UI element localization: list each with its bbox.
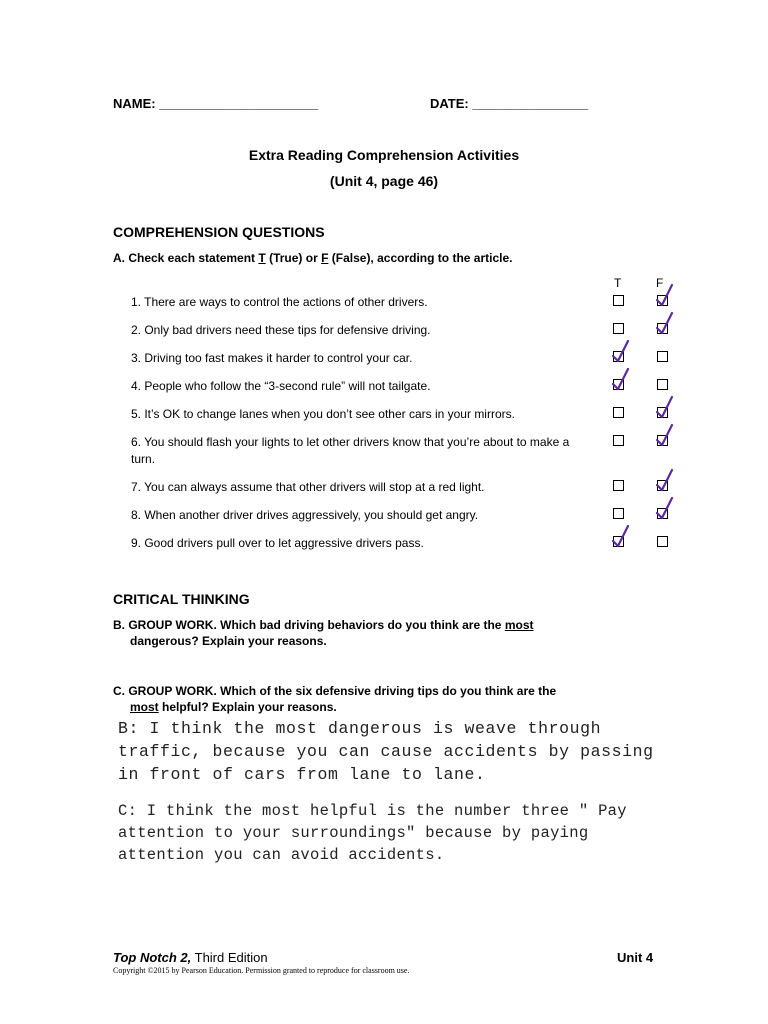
checkbox-false-9[interactable] (657, 536, 668, 547)
checkbox-true-6[interactable] (613, 435, 624, 446)
statement-6: 6. You should flash your lights to let other drivers know that you’re about to make a turn. (131, 435, 570, 466)
instruction-text: A. Check each statement (113, 251, 259, 265)
column-false-header: F (656, 276, 664, 290)
checkbox-false-3[interactable] (657, 351, 668, 362)
check-mark-icon (655, 395, 675, 421)
copyright-notice: Copyright ©2015 by Pearson Education. Permission granted to reproduce for classroom use. (113, 966, 410, 975)
book-edition: Third Edition (191, 950, 268, 965)
statement-5: 5. It’s OK to change lanes when you don’t see other cars in your mirrors. (131, 407, 515, 421)
page-title: Extra Reading Comprehension Activities (248, 147, 520, 163)
statement-9: 9. Good drivers pull over to let aggressive drivers pass. (131, 536, 424, 550)
instruction-text: (True) or (265, 251, 322, 265)
checkbox-true-2[interactable] (613, 323, 624, 334)
instruction-false-letter: F (321, 251, 329, 265)
checkbox-true-7[interactable] (613, 480, 624, 491)
check-mark-icon (655, 311, 675, 337)
statement-8: 8. When another driver drives aggressively, you should get angry. (131, 508, 479, 522)
question-c-emphasis: most (130, 700, 159, 714)
check-mark-icon (655, 496, 675, 522)
page-subtitle: (Unit 4, page 46) (329, 173, 439, 189)
check-mark-icon (655, 283, 675, 309)
check-mark-icon (611, 367, 631, 393)
statement-4: 4. People who follow the “3-second rule” will not tailgate. (131, 379, 431, 393)
checkbox-false-4[interactable] (657, 379, 668, 390)
check-mark-icon (655, 423, 675, 449)
statement-7: 7. You can always assume that other drivers will stop at a red light. (131, 480, 485, 494)
instruction-true-letter: T (258, 251, 266, 265)
footer-unit: Unit 4 (617, 950, 654, 965)
column-true-header: T (614, 276, 622, 290)
question-c-text: C. GROUP WORK. Which of the six defensive driving tips do you think are the (113, 684, 557, 698)
question-c-text: helpful? Explain your reasons. (158, 700, 337, 714)
statement-3: 3. Driving too fast makes it harder to control your car. (131, 351, 413, 365)
question-b (113, 617, 593, 649)
instruction-text: (False), according to the article. (328, 251, 513, 265)
answer-b: B: I think the most dangerous is weave through traffic, because you can cause accidents by passing in front of cars from lane to lane. (118, 719, 654, 784)
question-b-text: dangerous? Explain your reasons. (130, 634, 327, 648)
checkbox-true-8[interactable] (613, 508, 624, 519)
statement-2: 2. Only bad drivers need these tips for defensive driving. (131, 323, 431, 337)
question-b-emphasis: most (504, 618, 534, 632)
checkbox-true-1[interactable] (613, 295, 624, 306)
question-b-text: B. GROUP WORK. Which bad driving behaviors do you think are the (113, 618, 505, 632)
question-c (113, 683, 593, 715)
date-field: DATE: ________________ (430, 96, 589, 111)
check-mark-icon (611, 524, 631, 550)
footer-book-title (113, 950, 268, 965)
comprehension-instruction (113, 251, 512, 265)
check-mark-icon (611, 339, 631, 365)
critical-thinking-heading: CRITICAL THINKING (113, 591, 250, 607)
statement-1: 1. There are ways to control the actions of other drivers. (131, 295, 428, 309)
comprehension-heading: COMPREHENSION QUESTIONS (113, 224, 325, 240)
name-field: NAME: ______________________ (113, 96, 319, 111)
answer-c: C: I think the most helpful is the number three " Pay attention to your surroundings" because by paying attention you can avoid accidents. (118, 802, 627, 864)
book-name: Top Notch 2, (113, 950, 192, 965)
checkbox-true-5[interactable] (613, 407, 624, 418)
check-mark-icon (655, 468, 675, 494)
